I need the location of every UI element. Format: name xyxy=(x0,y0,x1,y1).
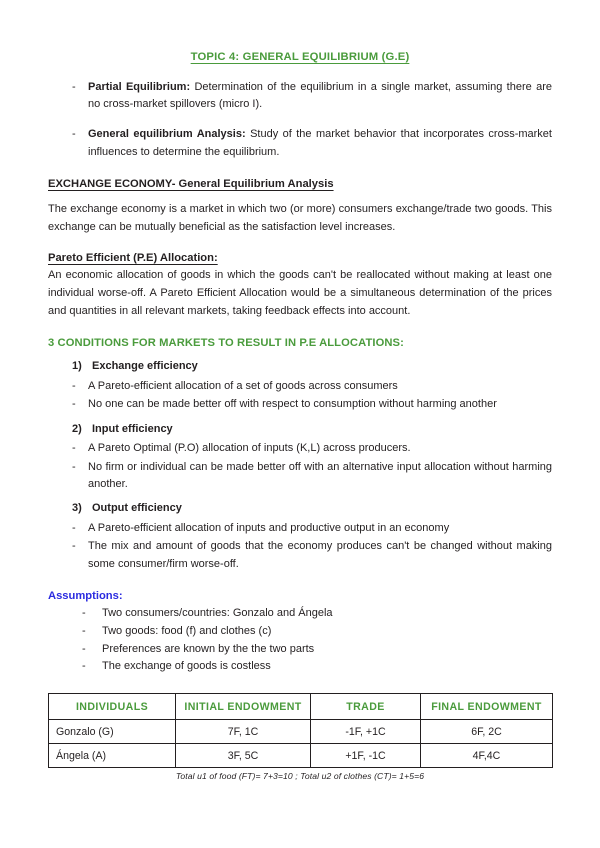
column-header-trade: TRADE xyxy=(311,694,421,720)
bullet-text: No firm or individual can be made better off with an alternative input allocation without harming another. xyxy=(88,460,552,491)
cell-final-endowment: 4F,4C xyxy=(421,744,553,768)
spacer xyxy=(48,162,552,176)
section-heading-pareto: Pareto Efficient (P.E) Allocation: xyxy=(48,252,218,265)
assumption-text: Two consumers/countries: Gonzalo and Ángela xyxy=(102,606,333,619)
dash-bullet-icon: - xyxy=(72,522,76,535)
condition-block-3 xyxy=(48,500,552,573)
condition-title xyxy=(48,500,552,518)
list-item xyxy=(48,126,552,162)
endowment-table xyxy=(48,693,553,768)
condition-number: 2) xyxy=(72,422,82,435)
list-item xyxy=(48,79,552,115)
cell-initial-endowment: 7F, 1C xyxy=(176,720,311,744)
condition-block-2 xyxy=(48,421,552,494)
list-item xyxy=(48,605,552,623)
dash-bullet-icon: - xyxy=(72,540,76,553)
term-definition: Study of the market behavior that incorporates cross-market influences to determine the equilibrium. xyxy=(88,128,552,159)
list-item xyxy=(48,396,552,413)
intro-list xyxy=(48,79,552,162)
bullet-text: The mix and amount of goods that the economy produces can't be changed without making some consumer/firm worse-off. xyxy=(88,540,552,570)
assumption-text: The exchange of goods is costless xyxy=(102,660,271,673)
list-item xyxy=(48,440,552,457)
condition-bullets xyxy=(48,378,552,414)
dash-bullet-icon: - xyxy=(82,624,86,637)
condition-title xyxy=(48,358,552,376)
exchange-economy-paragraph: The exchange economy is a market in which two (or more) consumers exchange/trade two goods. This exchange can be mutually beneficial as the satisfaction level increases. xyxy=(48,202,552,233)
dash-bullet-icon: - xyxy=(72,398,76,411)
assumption-text: Two goods: food (f) and clothes (c) xyxy=(102,624,272,637)
bullet-text: A Pareto-efficient allocation of a set of goods across consumers xyxy=(88,379,398,392)
list-item xyxy=(48,520,552,537)
dash-bullet-icon: - xyxy=(82,660,86,673)
assumption-text: Preferences are known by the the two parts xyxy=(102,642,315,655)
condition-block-1 xyxy=(48,358,552,413)
list-item xyxy=(48,459,552,494)
pareto-paragraph: An economic allocation of goods in which the goods can't be reallocated without making at least one individual worse-off. A Pareto Efficient Allocation would be a simultaneous determination of the prices and quantities in all relevant markets, taking feedback effects into account. xyxy=(48,269,552,317)
column-header-final-endowment: FINAL ENDOWMENT xyxy=(421,694,553,720)
term-definition: Determination of the equilibrium in a single market, assuming there are no cross-market spillovers (micro I). xyxy=(88,80,552,111)
condition-bullets xyxy=(48,520,552,573)
page-title: TOPIC 4: GENERAL EQUILIBRIUM (G.E) xyxy=(190,51,410,63)
cell-trade: -1F, +1C xyxy=(311,720,421,744)
condition-label: Exchange efficiency xyxy=(92,360,198,373)
table-row xyxy=(49,744,553,768)
table-row xyxy=(49,720,553,744)
cell-individual: Gonzalo (G) xyxy=(49,720,176,744)
dash-bullet-icon: - xyxy=(72,80,76,93)
endowment-table-wrapper xyxy=(48,693,552,781)
condition-label: Input efficiency xyxy=(92,422,173,435)
list-item xyxy=(48,378,552,395)
condition-bullets xyxy=(48,440,552,493)
list-item xyxy=(48,538,552,573)
table-header-row xyxy=(49,694,553,720)
column-header-individuals: INDIVIDUALS xyxy=(49,694,176,720)
spacer xyxy=(48,321,552,335)
spacer xyxy=(48,574,552,588)
list-item xyxy=(48,641,552,659)
table-caption: Total u1 of food (FT)= 7+3=10 ; Total u2 of clothes (CT)= 1+5=6 xyxy=(175,771,425,782)
bullet-text: A Pareto Optimal (P.O) allocation of inputs (K,L) across producers. xyxy=(88,442,411,455)
dash-bullet-icon: - xyxy=(72,128,76,141)
assumptions-list xyxy=(48,605,552,676)
cell-final-endowment: 6F, 2C xyxy=(421,720,553,744)
dash-bullet-icon: - xyxy=(82,606,86,619)
spacer xyxy=(48,193,552,201)
condition-number: 3) xyxy=(72,502,82,515)
section-heading-exchange-economy: EXCHANGE ECONOMY- General Equilibrium Analysis xyxy=(48,177,334,190)
section-heading-assumptions: Assumptions: xyxy=(48,590,123,603)
bullet-text: No one can be made better off with respect to consumption without harming another xyxy=(88,398,497,411)
term-label: General equilibrium Analysis: xyxy=(88,128,246,141)
cell-initial-endowment: 3F, 5C xyxy=(176,744,311,768)
cell-trade: +1F, -1C xyxy=(311,744,421,768)
condition-title xyxy=(48,421,552,439)
dash-bullet-icon: - xyxy=(72,442,76,455)
dash-bullet-icon: - xyxy=(72,379,76,392)
bullet-text: A Pareto-efficient allocation of inputs and productive output in an economy xyxy=(88,522,450,535)
dash-bullet-icon: - xyxy=(72,460,76,473)
dash-bullet-icon: - xyxy=(82,642,86,655)
section-heading-conditions: 3 CONDITIONS FOR MARKETS TO RESULT IN P.E ALLOCATIONS: xyxy=(48,336,404,349)
list-item xyxy=(48,658,552,676)
cell-individual: Ángela (A) xyxy=(49,744,176,768)
list-item xyxy=(48,623,552,641)
term-label: Partial Equilibrium: xyxy=(88,80,191,93)
column-header-initial-endowment: INITIAL ENDOWMENT xyxy=(176,694,311,720)
condition-number: 1) xyxy=(72,360,82,373)
condition-label: Output efficiency xyxy=(92,502,182,515)
spacer xyxy=(48,236,552,250)
